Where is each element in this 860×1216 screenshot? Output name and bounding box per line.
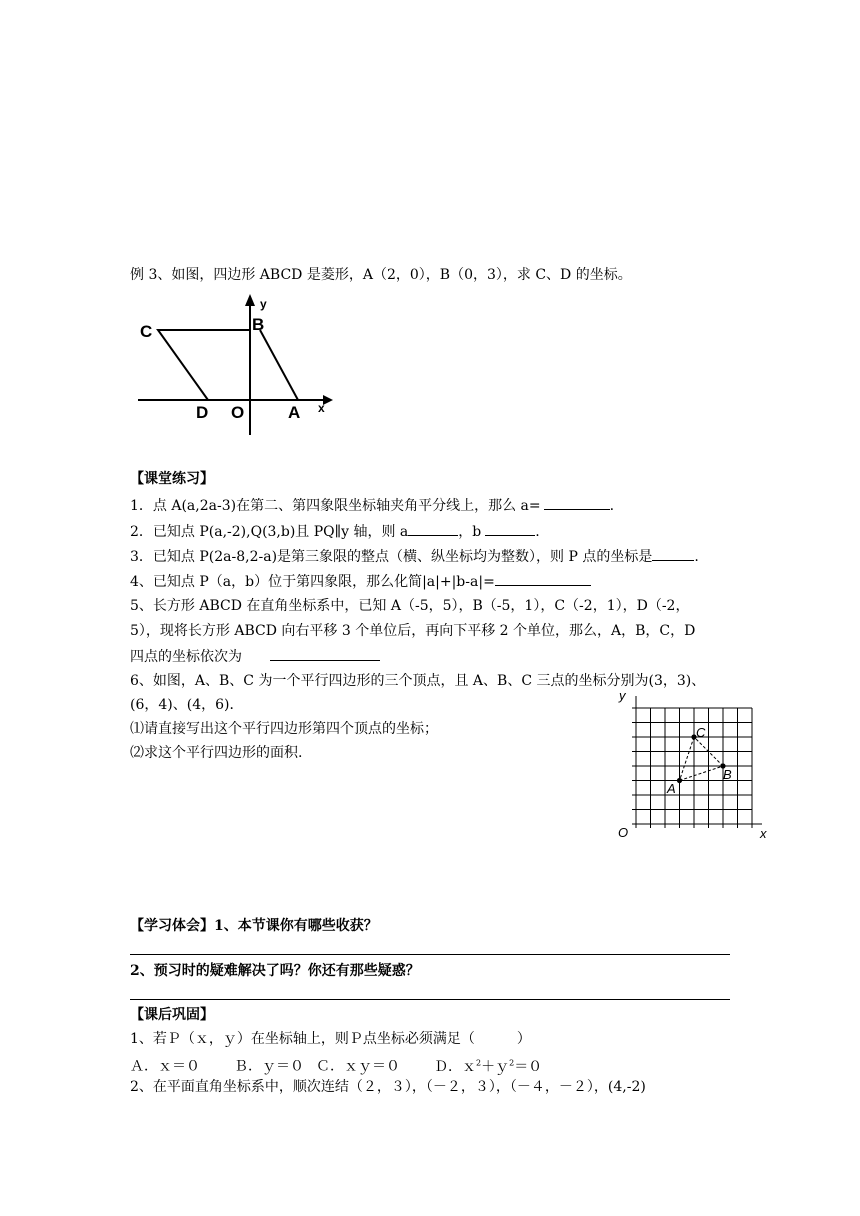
answer-blank[interactable] xyxy=(495,572,591,586)
reflection-heading: 【学习体会】 xyxy=(130,918,214,934)
answer-line xyxy=(130,954,730,955)
practice-q5-line3-text: 四点的坐标依次为 xyxy=(130,649,242,665)
option-d xyxy=(434,1059,542,1075)
homework-q1-options xyxy=(130,1054,542,1076)
segment-ca xyxy=(680,737,695,781)
answer-blank-b[interactable] xyxy=(485,522,535,536)
practice-q3-after: . xyxy=(694,549,699,565)
option-d-exp2: 2 xyxy=(509,1058,515,1067)
rhombus-figure xyxy=(128,290,338,440)
label-B: B xyxy=(252,315,265,334)
practice-q6-line1: 6、如图，A、B、C 为一个平行四边形的三个顶点，且 A、B、C 三点的坐标分别为(3，3)、 xyxy=(130,673,706,689)
y-axis-arrow xyxy=(245,294,255,306)
segment-ab xyxy=(680,766,724,781)
practice-q5-line2: 5），现将长方形 ABCD 向右平移 3 个单位后，再向下平移 2 个单位，那么，A，B，C，D xyxy=(130,623,696,639)
practice-q3-text: 3．已知点 P(2a-8,2-a)是第三象限的整点（横、纵坐标均为整数），则 P 点的坐标是 xyxy=(130,549,653,565)
answer-blank[interactable] xyxy=(270,647,380,661)
practice-q6-line2: (6，4)、(4，6)． xyxy=(130,697,244,713)
rhombus-right-edge xyxy=(260,330,298,400)
option-d-x: Ｄ．ｘ xyxy=(434,1058,476,1075)
option-d-exp1: 2 xyxy=(476,1058,482,1067)
practice-q1-text: 1．点 A(a,2a-3)在第二、第四象限坐标轴夹角平分线上，那么 a= xyxy=(130,498,541,514)
label-y: y xyxy=(260,297,267,311)
grid-label-y: y xyxy=(619,688,626,703)
reflection-q2: 2、预习时的疑难解决了吗？你还有那些疑惑？ xyxy=(130,963,420,979)
grid-label-O: O xyxy=(618,825,629,840)
practice-q5-line1: 5、长方形 ABCD 在直角坐标系中，已知 A（-5，5），B（-5，1），C（-2，1），D（-2， xyxy=(130,598,690,614)
practice-q6-line3: ⑴请直接写出这个平行四边形第四个顶点的坐标； xyxy=(130,721,438,737)
answer-blank[interactable] xyxy=(652,547,694,561)
answer-blank-a[interactable] xyxy=(408,522,458,536)
point-A xyxy=(677,778,682,783)
triangle-abc xyxy=(680,737,724,781)
label-O: O xyxy=(231,403,245,422)
label-D: D xyxy=(196,403,209,422)
grid-lines xyxy=(632,708,752,828)
label-C: C xyxy=(140,322,153,341)
practice-q2-after: . xyxy=(535,524,540,540)
practice-q5-line3 xyxy=(130,647,380,666)
label-A: A xyxy=(288,403,301,422)
practice-q4 xyxy=(130,572,591,591)
grid-label-x: x xyxy=(760,826,767,841)
grid-label-A: A xyxy=(667,781,676,796)
practice-q2-mid: ，b xyxy=(458,524,482,540)
reflection-q1: 1、本节课你有哪些收获？ xyxy=(214,918,378,934)
example3-text: 例 3、如图，四边形 ABCD 是菱形，A（2，0），B（0，3），求 C、D 的坐标。 xyxy=(130,267,632,283)
option-c: Ｃ．ｘｙ＝０ xyxy=(316,1058,400,1075)
rhombus-left-edges xyxy=(158,330,250,400)
option-d-plus-y: ＋ｙ xyxy=(481,1058,510,1075)
homework-q2: 2、在平面直角坐标系中，顺次连结（２，３），（－２，３），（－４，－２），(4,-2) xyxy=(130,1079,646,1095)
grid-label-C: C xyxy=(696,725,706,740)
homework-q1: 1、若Ｐ（ｘ，ｙ）在坐标轴上，则Ｐ点坐标必须满足（ ） xyxy=(130,1031,531,1047)
practice-q1-after: . xyxy=(609,498,615,514)
option-b: Ｂ．ｙ＝０ xyxy=(234,1058,304,1075)
grid-figure xyxy=(612,686,782,842)
label-x: x xyxy=(318,401,325,415)
homework-heading: 【课后巩固】 xyxy=(130,1007,214,1023)
reflection-line1 xyxy=(130,917,378,935)
practice-q6-line4: ⑵求这个平行四边形的面积. xyxy=(130,745,303,761)
answer-blank[interactable] xyxy=(544,496,610,510)
practice-q2-text: 2．已知点 P(a,-2),Q(3,b)且 PQ∥y 轴，则 a xyxy=(130,524,409,540)
option-d-eq: ＝０ xyxy=(514,1058,543,1075)
answer-line xyxy=(130,999,730,1000)
practice-heading: 【课堂练习】 xyxy=(130,471,214,487)
practice-q3 xyxy=(130,547,699,566)
grid-label-B: B xyxy=(723,767,732,782)
practice-q4-text: 4、已知点 P（a，b）位于第四象限，那么化简|a|+|b-a|= xyxy=(130,574,495,590)
practice-q1 xyxy=(130,496,614,515)
option-a: Ａ．ｘ＝０ xyxy=(130,1058,200,1075)
practice-q2 xyxy=(130,522,540,541)
